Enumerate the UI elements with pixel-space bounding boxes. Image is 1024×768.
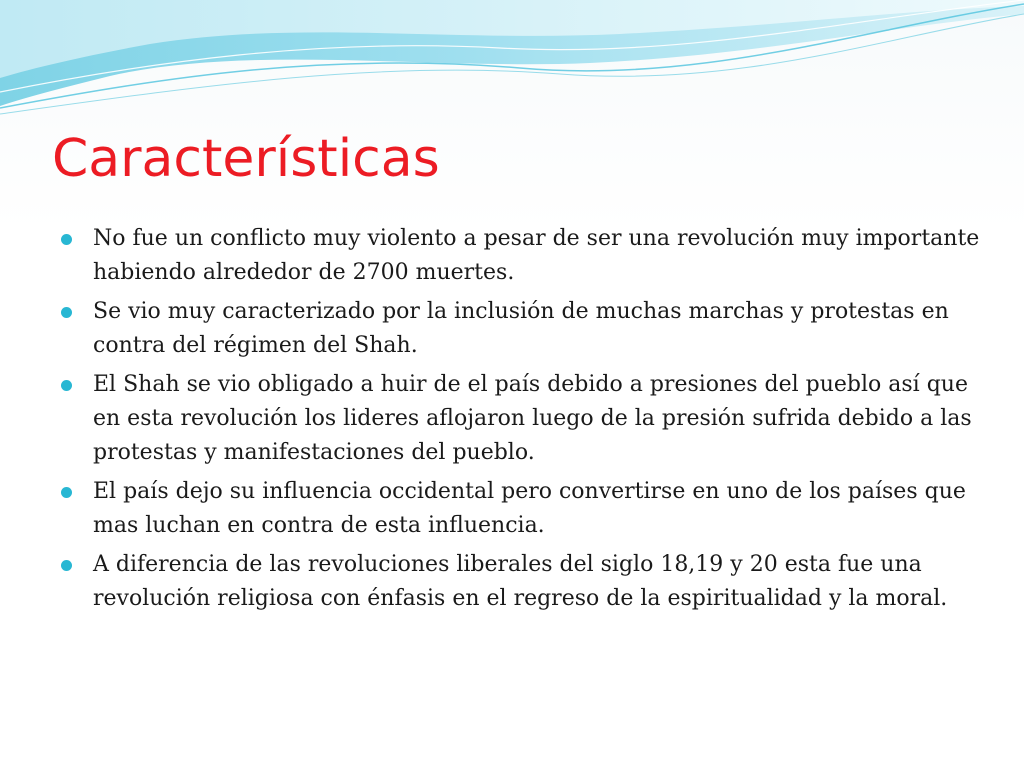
bullet-item: [60, 295, 980, 363]
bullet-item: [60, 475, 980, 543]
bullet-text: El país dejo su influencia occidental pero convertirse en uno de los países que mas luchan en contra de esta influencia.: [93, 479, 966, 538]
bullet-item: [60, 368, 980, 470]
slide-title: Características: [52, 129, 440, 189]
bullet-text: El Shah se vio obligado a huir de el país debido a presiones del pueblo así que en esta revolución los lideres aflojaron luego de la presión sufrida debido a las protestas y manifestaciones del pueblo.: [93, 372, 972, 465]
bullet-dot-icon: [61, 380, 72, 391]
bullet-dot-icon: [61, 560, 72, 571]
bullet-dot-icon: [61, 307, 72, 318]
bullet-dot-icon: [61, 234, 72, 245]
bullet-list: [60, 222, 980, 621]
bullet-dot-icon: [61, 487, 72, 498]
bullet-text: Se vio muy caracterizado por la inclusión de muchas marchas y protestas en contra del régimen del Shah.: [93, 299, 949, 358]
bullet-item: [60, 222, 980, 290]
bullet-text: A diferencia de las revoluciones liberales del siglo 18,19 y 20 esta fue una revolución religiosa con énfasis en el regreso de la espiritualidad y la moral.: [93, 552, 948, 611]
header-wave-decoration: [0, 0, 1024, 120]
bullet-text: No fue un conflicto muy violento a pesar de ser una revolución muy importante habiendo alrededor de 2700 muertes.: [93, 226, 980, 285]
bullet-item: [60, 548, 980, 616]
